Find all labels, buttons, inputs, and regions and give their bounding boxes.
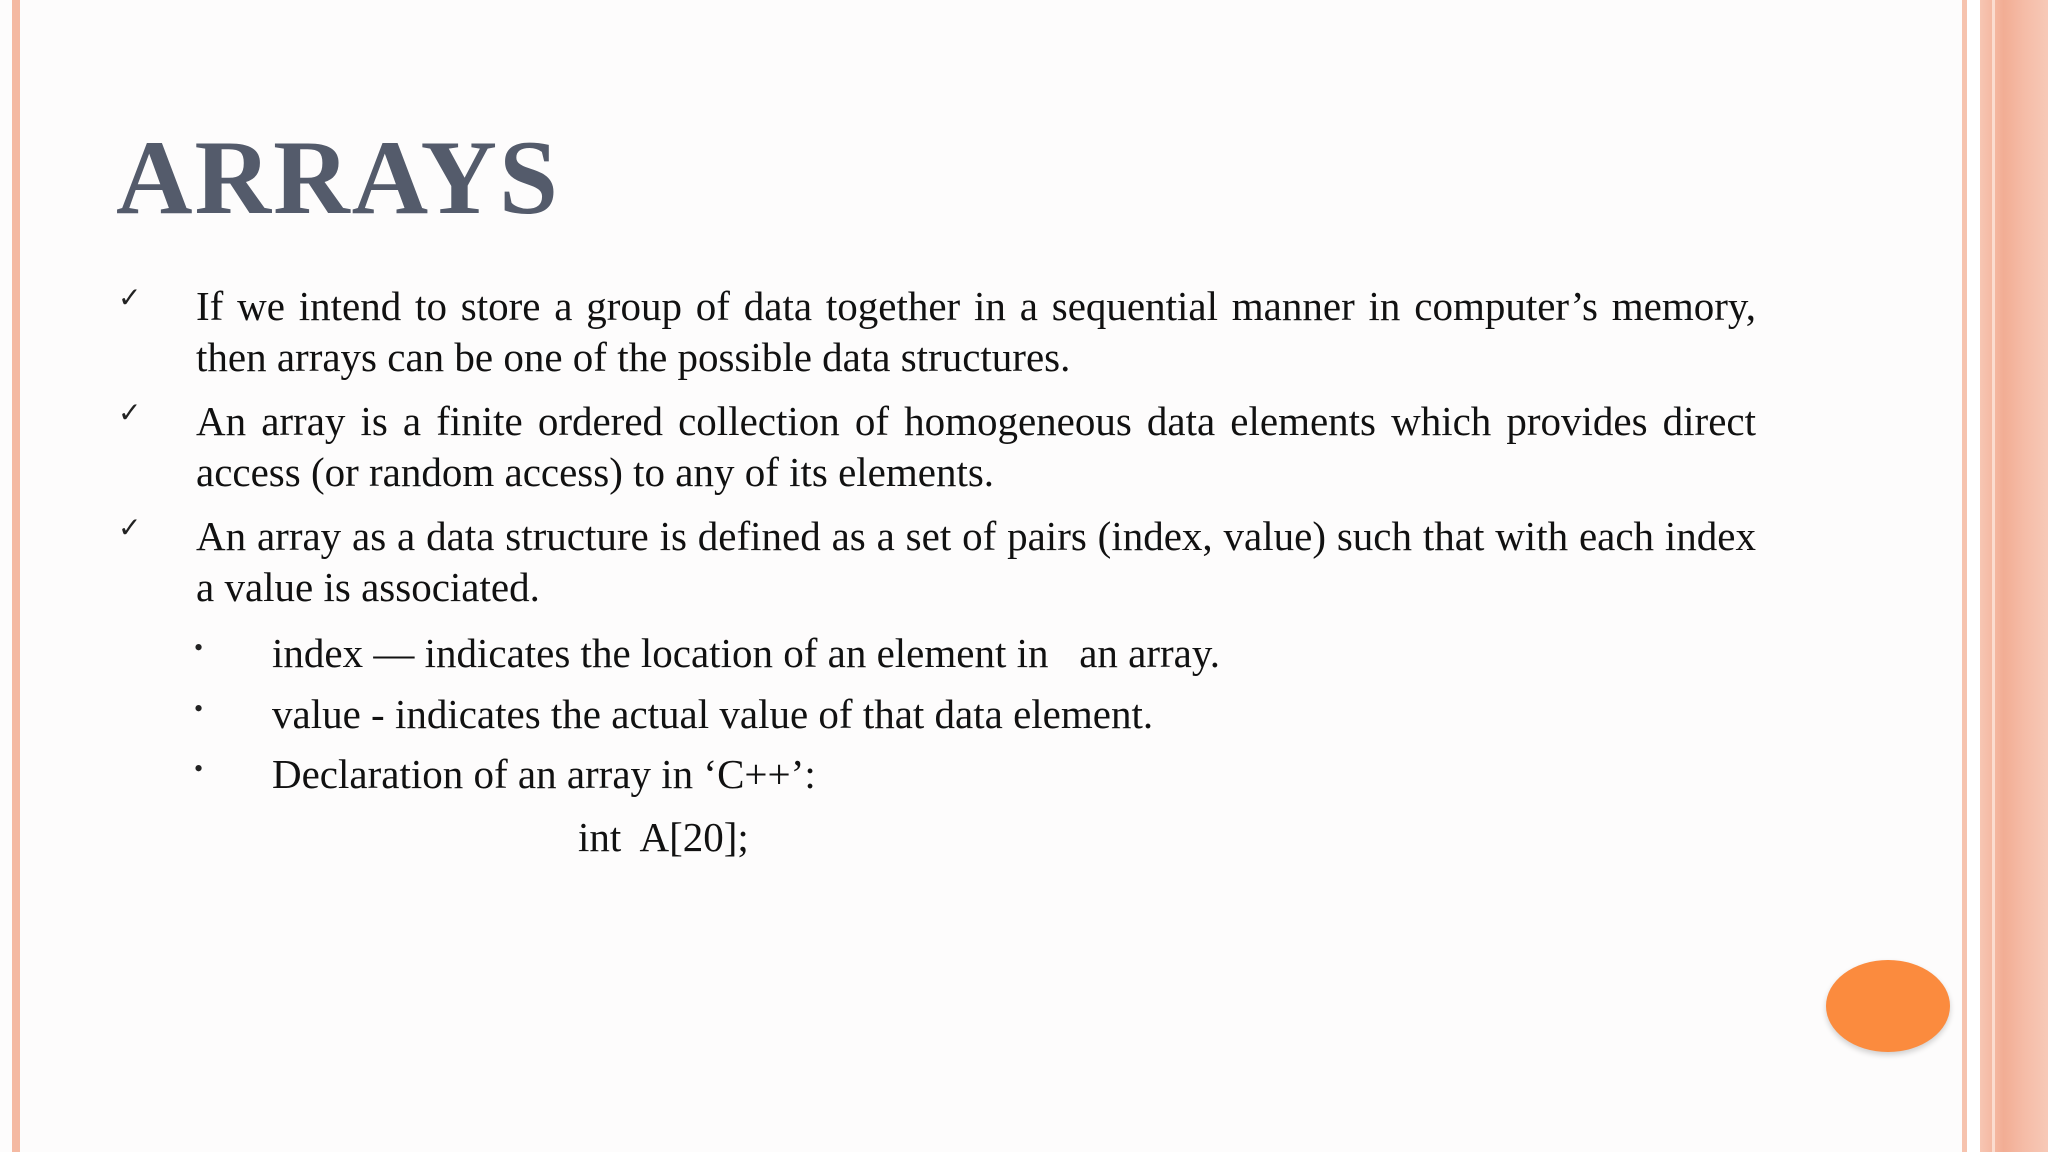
sub-bullet-text: Declaration of an array in ‘C++’: [272,751,816,797]
orange-circle-decoration [1826,960,1950,1052]
code-example: int A[20]; [578,814,749,860]
bullet-text: If we intend to store a group of data together in a sequential manner in computer’s memory, then arrays can be one of the possible data structures. [196,283,1756,380]
right-accent-stripe-wide [1980,0,2048,1152]
sub-bullet-text: index — indicates the location of an element in an array. [272,630,1220,676]
bullet-dot-icon: • [194,694,204,723]
right-accent-highlight [1992,0,1995,1152]
bullet-text: An array is a finite ordered collection of homogeneous data elements which provides direct access (or random access) to any of its elements. [196,398,1756,495]
slide-title: ARRAYS [116,119,560,236]
checkmark-icon: ✓ [118,513,142,544]
left-accent-stripe [12,0,20,1152]
checkmark-icon: ✓ [118,283,142,314]
bullet-dot-icon: • [194,633,204,662]
bullet-text: An array as a data structure is defined as a set of pairs (index, value) such that with each index a value is associated. [196,513,1756,610]
sub-bullet-text: value - indicates the actual value of that data element. [272,691,1154,737]
checkmark-icon: ✓ [118,398,142,429]
right-accent-stripe-thin [1962,0,1967,1152]
bullet-dot-icon: • [194,754,204,783]
